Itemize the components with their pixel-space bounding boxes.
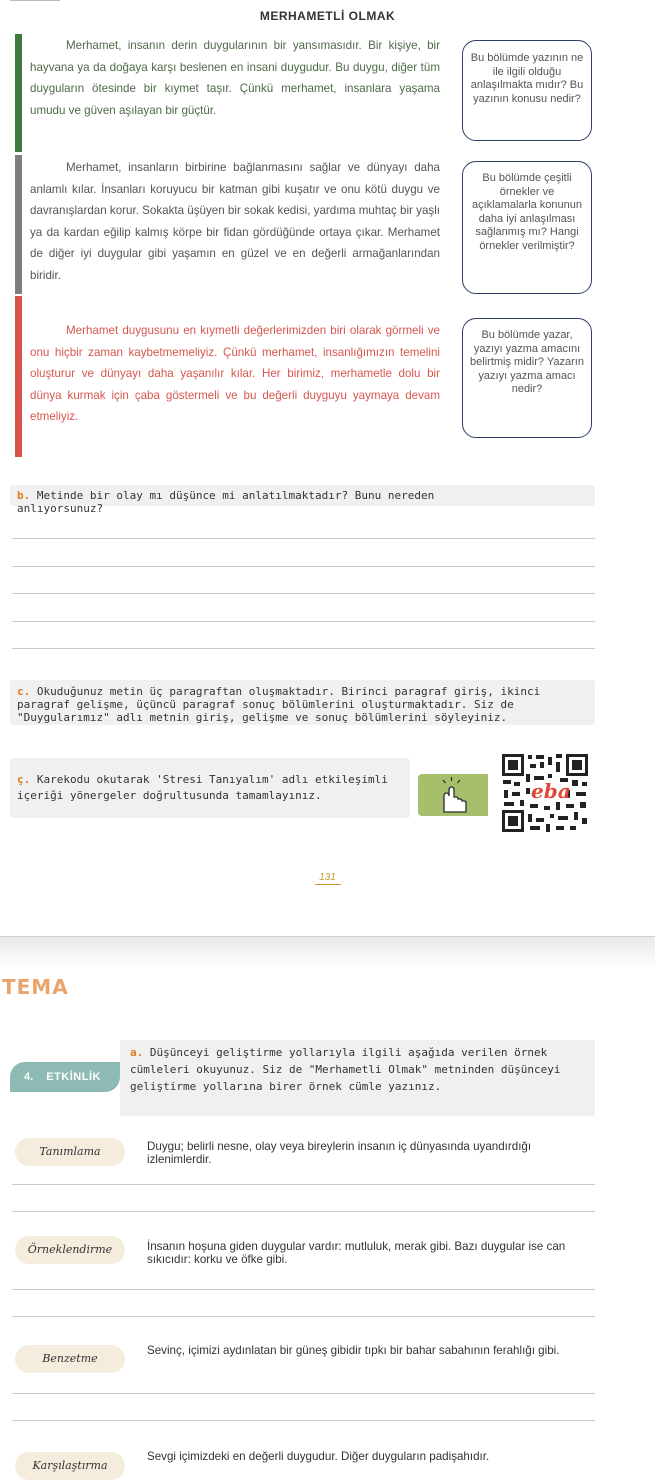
- qr-brand-logo: eba: [531, 779, 571, 803]
- note-body: Bu bölümde çeşitli örnekler ve açıklamalarla konunun daha iyi anlaşılması sağlanmış mı? Hangi örnekler verilmiştir?: [462, 161, 592, 294]
- page-gap: [0, 937, 655, 969]
- answer-line[interactable]: [12, 1393, 595, 1394]
- question-b-letter: b.: [17, 489, 31, 502]
- answer-line[interactable]: [12, 566, 595, 567]
- qr-code[interactable]: [500, 752, 590, 834]
- answer-line[interactable]: [12, 1316, 595, 1317]
- paragraph-conclusion: [30, 320, 440, 428]
- activity-a-letter: a.: [130, 1046, 144, 1059]
- paragraph-intro: [30, 35, 440, 121]
- example-karsilastirma: Sevgi içimizdeki en değerli duygudur. Diğer duyguların padişahıdır.: [147, 1450, 490, 1463]
- paragraph-intro-text: Merhamet, insanın derin duygularının bir yansımasıdır. Bir kişiye, bir hayvana ya da doğaya karşı beslenen en insani duygudur. Bu duygu, diğer tüm duyguların ötesinde bir kıymet taşır. Çünkü merhamet, insanlara yaşama umudu ve güven aşılayan bir güçtür.: [30, 39, 440, 117]
- page-number: [0, 872, 655, 885]
- question-c-text: Okuduğunuz metin üç paragraftan oluşmaktadır. Birinci paragraf giriş, ikinci paragraf gelişme, üçüncü paragraf sonuç bölümlerini oluşturmaktadır. Siz de "Duygularımız" adlı metnin giriş, gelişme ve sonuç bölümlerini söyleyiniz.: [17, 685, 541, 724]
- answer-line[interactable]: [12, 593, 595, 594]
- answer-line[interactable]: [12, 538, 595, 539]
- paragraph-bar-intro: [15, 34, 22, 152]
- answer-line[interactable]: [12, 648, 595, 649]
- paragraph-bar-body: [15, 155, 22, 294]
- question-cc-text: Karekodu okutarak 'Stresi Tanıyalım' adlı etkileşimli içeriği yönergeler doğrultusunda tamamlayınız.: [17, 773, 388, 802]
- paragraph-body: [30, 157, 440, 286]
- activity-number: 4.: [24, 1071, 34, 1083]
- hand-tap-icon: [418, 774, 488, 816]
- activity-a-text: Düşünceyi geliştirme yollarıyla ilgili aşağıda verilen örnek cümleleri okuyunuz. Siz de "Merhametli Olmak" metninden düşünceyi geliştirme yollarına birer örnek cümle yazınız.: [130, 1046, 561, 1093]
- note-intro: Bu bölümde yazının ne ile ilgili olduğu anlaşılmakta mıdır? Bu yazının konusu nedir?: [462, 40, 592, 141]
- question-cc: [17, 772, 392, 804]
- question-b: [17, 489, 482, 515]
- activity-badge: [10, 1062, 120, 1092]
- paragraph-conclusion-text: Merhamet duygusunu en kıymetli değerlerimizden biri olarak görmeli ve onu hiçbir zaman kaybetmemeliyiz. Çünkü merhamet, insanlığımızın temelini oluşturur ve dünyayı daha yaşanılır kılar. Her birimiz, merhametle dolu bir dünya kurmak için çaba göstermeli ve bu değerli duyguyu yaymaya devam etmeliyiz.: [30, 324, 440, 423]
- answer-line[interactable]: [12, 1211, 595, 1212]
- label-orneklendirme: Örneklendirme: [15, 1236, 125, 1264]
- label-tanimlama: Tanımlama: [15, 1138, 125, 1166]
- activity-label: ETKİNLİK: [46, 1071, 101, 1083]
- example-tanimlama: Duygu; belirli nesne, olay veya bireylerin insanın iç dünyasında uyandırdığı izlenimlerdir.: [147, 1140, 532, 1166]
- tema-heading: TEMA: [2, 975, 69, 999]
- page-number-underline: [315, 884, 341, 885]
- paragraph-bar-conclusion: [15, 296, 22, 457]
- page-title: MERHAMETLİ OLMAK: [259, 9, 396, 23]
- label-benzetme: Benzetme: [15, 1345, 125, 1373]
- question-cc-letter: ç.: [17, 773, 31, 786]
- paragraph-body-text: Merhamet, insanların birbirine bağlanmasını sağlar ve dünyayı daha anlamlı kılar. İnsanları koruyucu bir katman gibi kuşatır ve onu kötü duygu ve davranışlardan korur. Sokakta üşüyen bir sokak kedisi, yardıma muhtaç bir yaşlı ya da kardan eğilip kalmış körpe bir fidan gördüğünde ortaya çıkar. Merhamet de diğer iyi duygular gibi yaşamın en güzel ve en değerli armağanlarından biridir.: [30, 161, 440, 282]
- answer-line[interactable]: [12, 1289, 595, 1290]
- note-conclusion: Bu bölümde yazar, yazıyı yazma amacını belirtmiş midir? Yazarın yazıyı yazma amacı nedir?: [462, 318, 592, 438]
- answer-line[interactable]: [12, 621, 595, 622]
- answer-line[interactable]: [12, 1420, 595, 1421]
- scan-button[interactable]: [418, 774, 488, 816]
- answer-line[interactable]: [12, 1184, 595, 1185]
- example-benzetme: Sevinç, içimizi aydınlatan bir güneş gibidir tıpkı bir bahar sabahının ferahlığı gibi.: [147, 1344, 560, 1357]
- question-c: [17, 685, 592, 724]
- activity-a: [130, 1044, 592, 1095]
- label-karsilastirma: Karşılaştırma: [15, 1452, 125, 1480]
- top-divider: [10, 0, 60, 1]
- question-b-text: Metinde bir olay mı düşünce mi anlatılmaktadır? Bunu nereden anlıyorsunuz?: [17, 489, 435, 515]
- example-orneklendirme: İnsanın hoşuna giden duygular vardır: mutluluk, merak gibi. Bazı duygular ise can sıkıcıdır: korku ve öfke gibi.: [147, 1240, 566, 1266]
- page-number-text: 131: [319, 872, 336, 883]
- question-c-letter: c.: [17, 685, 31, 698]
